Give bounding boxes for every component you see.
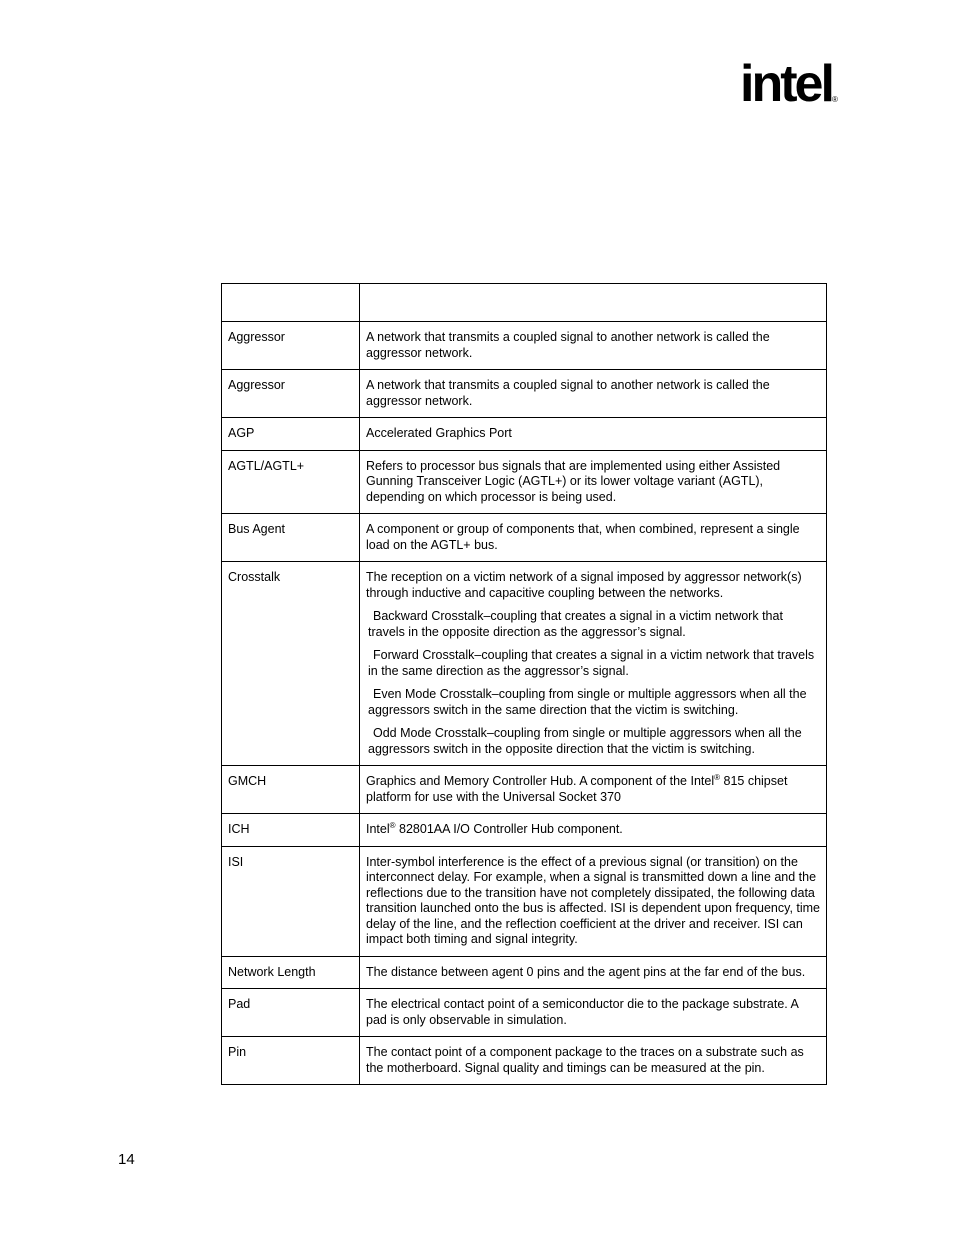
term-cell: Network Length (222, 956, 360, 989)
definition-text-pre: Intel (366, 822, 390, 836)
table-row (222, 514, 827, 562)
definition-text: The reception on a victim network of a signal imposed by aggressor network(s) through inductive and capacitive coupling between the networks. (366, 570, 802, 600)
table-row (222, 370, 827, 418)
term-cell: AGP (222, 418, 360, 451)
intel-logo (740, 55, 838, 113)
term-cell: Aggressor (222, 322, 360, 370)
term-cell: Bus Agent (222, 514, 360, 562)
definition-text-post: 82801AA I/O Controller Hub component. (395, 822, 623, 836)
logo-text-tail: el (794, 55, 832, 113)
term-cell: GMCH (222, 766, 360, 814)
term-cell: ISI (222, 846, 360, 956)
registered-mark: ® (389, 820, 396, 830)
definition-cell: The contact point of a component package to the traces on a substrate such as the motherboard. Signal quality and timings can be measured at the pin. (360, 1037, 827, 1085)
registered-mark: ® (832, 95, 838, 104)
table-row (222, 989, 827, 1037)
definition-text-post: 815 chipset platform for use with the Universal Socket 370 (366, 774, 788, 804)
definition-cell: Inter-symbol interference is the effect of a previous signal (or transition) on the interconnect delay. For example, when a signal is transmitted down a line and the reflections due to the transition have not completely dissipated, the following data transition launched onto the bus is affected. ISI is dependent upon frequency, time delay of the line, and the reflection coefficient at the driver and receiver. ISI can impact both timing and signal integrity. (360, 846, 827, 956)
table-header-row (222, 284, 827, 322)
definition-cell (360, 562, 827, 766)
table-row (222, 814, 827, 847)
term-cell: Pin (222, 1037, 360, 1085)
term-cell: Pad (222, 989, 360, 1037)
definition-cell: A component or group of components that, when combined, represent a single load on the AGTL+ bus. (360, 514, 827, 562)
crosstalk-bullet-odd-mode: Odd Mode Crosstalk–coupling from single or multiple aggressors when all the aggressors switch in the opposite direction that the victim is switching. (368, 726, 802, 756)
term-cell: AGTL/AGTL+ (222, 450, 360, 514)
table-row (222, 322, 827, 370)
definition-cell: A network that transmits a coupled signal to another network is called the aggressor network. (360, 322, 827, 370)
table-row (222, 418, 827, 451)
table-row (222, 562, 827, 766)
table-row (222, 450, 827, 514)
header-cell-definition (360, 284, 827, 322)
glossary-table (221, 283, 827, 1085)
crosstalk-bullet-even-mode: Even Mode Crosstalk–coupling from single or multiple aggressors when all the aggressors switch in the same direction that the victim is switching. (368, 687, 807, 717)
term-cell: Crosstalk (222, 562, 360, 766)
definition-cell (360, 814, 827, 847)
definition-cell (360, 766, 827, 814)
page-number: 14 (118, 1151, 135, 1168)
definition-cell: Accelerated Graphics Port (360, 418, 827, 451)
table-row (222, 1037, 827, 1085)
crosstalk-bullet-forward: Forward Crosstalk–coupling that creates a signal in a victim network that travels in the same direction as the aggressor’s signal. (368, 648, 815, 678)
header-cell-term (222, 284, 360, 322)
definition-cell: A network that transmits a coupled signal to another network is called the aggressor network. (360, 370, 827, 418)
definition-cell: The electrical contact point of a semiconductor die to the package substrate. A pad is only observable in simulation. (360, 989, 827, 1037)
crosstalk-bullet-backward: Backward Crosstalk–coupling that creates a signal in a victim network that travels in the opposite direction as the aggressor’s signal. (368, 609, 783, 639)
definition-cell: Refers to processor bus signals that are implemented using either Assisted Gunning Transceiver Logic (AGTL+) or its lower voltage variant (AGTL), depending on which processor is being used. (360, 450, 827, 514)
term-cell: ICH (222, 814, 360, 847)
term-cell: Aggressor (222, 370, 360, 418)
definition-text-pre: Graphics and Memory Controller Hub. A component of the Intel (366, 774, 715, 788)
table-row (222, 766, 827, 814)
logo-text: int (740, 55, 795, 113)
definition-cell: The distance between agent 0 pins and the agent pins at the far end of the bus. (360, 956, 827, 989)
registered-mark: ® (714, 772, 721, 782)
table-row (222, 846, 827, 956)
table-row (222, 956, 827, 989)
